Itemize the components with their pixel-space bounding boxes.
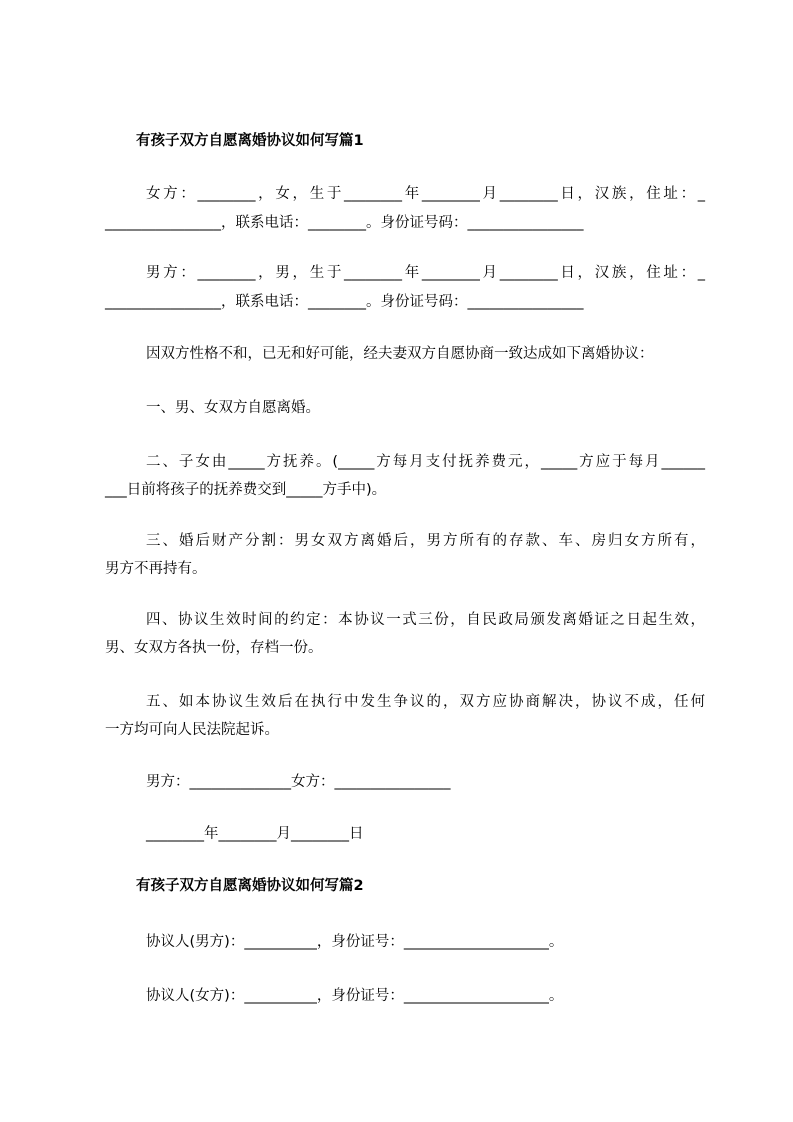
party-male-line: 协议人(男方)：__________，身份证号：____________________。 xyxy=(146,934,564,950)
female-info-line-2: ________________，联系电话：________。身份证号码：________________ xyxy=(105,215,584,231)
clause-5-line-1: 五、如本协议生效后在执行中发生争议的，双方应协商解决，协议不成，任何 xyxy=(146,694,705,710)
clause-3-line-2: 男方不再持有。 xyxy=(105,561,207,577)
section2-title: 有孩子双方自愿离婚协议如何写篇2 xyxy=(136,878,364,894)
section1-title: 有孩子双方自愿离婚协议如何写篇1 xyxy=(136,133,364,149)
party-female-line: 协议人(女方)：__________，身份证号：____________________。 xyxy=(146,988,564,1004)
clause-4-line-1: 四、协议生效时间的约定：本协议一式三份，自民政局颁发离婚证之日起生效， xyxy=(146,612,705,628)
clause-3-line-1: 三、婚后财产分割：男女双方离婚后，男方所有的存款、车、房归女方所有， xyxy=(146,533,705,549)
date-line: ________年________月________日 xyxy=(146,826,364,842)
clause-4-line-2: 男、女双方各执一份，存档一份。 xyxy=(105,640,323,656)
clause-5-line-2: 一方均可向人民法院起诉。 xyxy=(105,722,279,738)
clause-2-line-1: 二、子女由_____方抚养。(_____方每月支付抚养费元，_____方应于每月______ xyxy=(146,454,705,470)
clause-2-line-2: ___日前将孩子的抚养费交到_____方手中)。 xyxy=(105,482,387,498)
intro-paragraph: 因双方性格不和，已无和好可能，经夫妻双方自愿协商一致达成如下离婚协议： xyxy=(146,346,654,362)
male-info-line-2: ________________，联系电话：________。身份证号码：________________ xyxy=(105,294,584,310)
male-info-line-1: 男方：________，男，生于________年________月________日，汉族，住址：_ xyxy=(146,265,705,281)
signature-line: 男方：______________女方：________________ xyxy=(146,774,451,790)
female-info-line-1: 女方：________，女，生于________年________月________日，汉族，住址：_ xyxy=(146,186,705,202)
clause-1: 一、男、女双方自愿离婚。 xyxy=(146,400,320,416)
